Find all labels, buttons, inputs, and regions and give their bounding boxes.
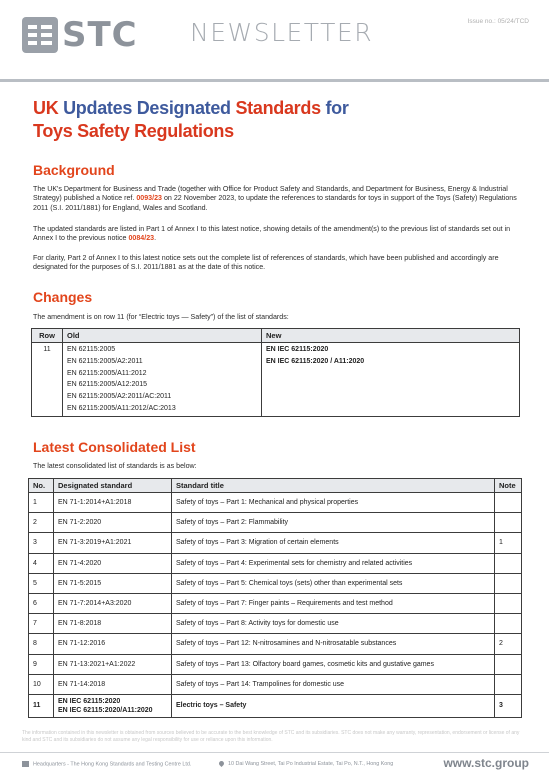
cell-no: 3 xyxy=(29,533,54,553)
header-divider xyxy=(0,79,549,82)
cell-no: 9 xyxy=(29,654,54,674)
p1-text-b: on 22 November 2023, to update the references to standards for toys in support of the Toys (Safety) Regulations 2011 (S.I. 2011/1881) for England, Wales and Scotland. xyxy=(33,194,517,212)
old-standards xyxy=(63,343,262,417)
table-row xyxy=(29,513,522,533)
footer-divider xyxy=(0,752,549,753)
cell-no: 6 xyxy=(29,593,54,613)
cell-no: 8 xyxy=(29,634,54,654)
cell-note xyxy=(495,614,522,634)
std-line: EN IEC 62115:2020 xyxy=(58,697,121,705)
title-line2: Toys Safety Regulations xyxy=(33,121,234,141)
cell-std: EN 71-12:2016 xyxy=(54,634,172,654)
cell-no: 11 xyxy=(29,694,54,717)
address-text: 10 Dai Wang Street, Tai Po Industrial Estate, Tai Po, N.T., Hong Kong xyxy=(228,761,394,767)
cell-note: 3 xyxy=(495,694,522,717)
cell-title: Safety of toys – Part 1: Mechanical and physical properties xyxy=(172,493,495,513)
cell-std: EN 71-4:2020 xyxy=(54,553,172,573)
cell-title: Safety of toys – Part 7: Finger paints – Requirements and test method xyxy=(172,593,495,613)
cell-note xyxy=(495,593,522,613)
col-note: Note xyxy=(495,479,522,493)
cell-title: Safety of toys – Part 14: Trampolines for domestic use xyxy=(172,674,495,694)
consolidated-header-row xyxy=(29,479,522,493)
stc-logo xyxy=(22,17,138,53)
consolidated-heading: Latest Consolidated List xyxy=(33,439,196,455)
new-standard: EN IEC 62115:2020 xyxy=(266,346,329,353)
changes-intro: The amendment is on row 11 (for “Electric toys — Safety”) of the list of standards: xyxy=(33,313,289,321)
col-standard-title: Standard title xyxy=(172,479,495,493)
cell-no: 5 xyxy=(29,573,54,593)
title-word-uk: UK xyxy=(33,98,59,118)
cell-no: 1 xyxy=(29,493,54,513)
p2-text-b: . xyxy=(154,234,157,243)
consolidated-intro: The latest consolidated list of standards is as below: xyxy=(33,462,197,470)
col-no: No. xyxy=(29,479,54,493)
p2-text-a: The updated standards are listed in Part 1 of Annex I to this latest notice, showing details of the amendment(s) to the previous list of standards set out in Annex I to the previous notice xyxy=(33,225,511,243)
table-row xyxy=(29,634,522,654)
std-line: EN IEC 62115:2020/A11:2020 xyxy=(58,706,153,714)
cell-title: Safety of toys – Part 13: Olfactory board games, cosmetic kits and gustative games xyxy=(172,654,495,674)
row-number: 11 xyxy=(32,343,63,417)
table-row xyxy=(29,694,522,717)
building-icon xyxy=(22,761,29,767)
cell-title: Safety of toys – Part 12: N-nitrosamines and N-nitrosatable substances xyxy=(172,634,495,654)
table-row xyxy=(29,614,522,634)
cell-title: Safety of toys – Part 4: Experimental sets for chemistry and related activities xyxy=(172,553,495,573)
cell-std: EN 71-1:2014+A1:2018 xyxy=(54,493,172,513)
col-new: New xyxy=(262,329,520,343)
cell-std: EN 71-14:2018 xyxy=(54,674,172,694)
col-designated-standard: Designated standard xyxy=(54,479,172,493)
title-word-standards: Standards xyxy=(235,98,321,118)
title-word-for: for xyxy=(325,98,349,118)
previous-notice-ref-link[interactable]: 0084/23 xyxy=(128,234,155,243)
cell-title: Safety of toys – Part 3: Migration of certain elements xyxy=(172,533,495,553)
notice-ref-link[interactable]: 0093/23 xyxy=(136,194,162,203)
old-standard: EN 62115:2005/A11:2012 xyxy=(67,369,147,377)
background-paragraph-1 xyxy=(33,185,523,213)
footer-address xyxy=(219,761,393,767)
table-row xyxy=(29,533,522,553)
old-standard: EN 62115:2005/A2:2011/AC:2011 xyxy=(67,393,172,401)
background-heading: Background xyxy=(33,162,115,178)
cell-note xyxy=(495,654,522,674)
col-old: Old xyxy=(63,329,262,343)
footer-headquarters xyxy=(22,761,191,767)
hq-text: Headquarters - The Hong Kong Standards and Testing Centre Ltd. xyxy=(33,761,192,768)
cell-note xyxy=(495,573,522,593)
cell-std: EN 71-8:2018 xyxy=(54,614,172,634)
cell-note xyxy=(495,493,522,513)
cell-note: 1 xyxy=(495,533,522,553)
cell-std xyxy=(54,694,172,717)
website-link[interactable]: www.stc.group xyxy=(443,756,529,770)
table-row xyxy=(29,593,522,613)
cell-note: 2 xyxy=(495,634,522,654)
cell-std: EN 71-2:2020 xyxy=(54,513,172,533)
table-row xyxy=(29,654,522,674)
page-title xyxy=(33,97,349,143)
table-row xyxy=(29,553,522,573)
cell-note xyxy=(495,513,522,533)
old-standard: EN 62115:2005/A11:2012/AC:2013 xyxy=(67,404,176,412)
new-standard: EN IEC 62115:2020 / A11:2020 xyxy=(266,357,365,365)
cell-title: Safety of toys – Part 8: Activity toys for domestic use xyxy=(172,614,495,634)
cell-std: EN 71-3:2019+A1:2021 xyxy=(54,533,172,553)
cell-no: 4 xyxy=(29,553,54,573)
background-paragraph-2 xyxy=(33,225,523,244)
cell-no: 10 xyxy=(29,674,54,694)
logo-text: STC xyxy=(62,15,138,55)
cell-title: Electric toys – Safety xyxy=(172,694,495,717)
cell-title: Safety of toys – Part 2: Flammability xyxy=(172,513,495,533)
table-row xyxy=(32,343,520,417)
p1-text-a: The UK's Department for Business and Trade (together with Office for Product Safety and Standards, and Department for Business, Energy & Industrial Strategy) published a Notice ref. xyxy=(33,185,508,203)
cell-title: Safety of toys – Part 5: Chemical toys (sets) other than experimental sets xyxy=(172,573,495,593)
cell-note xyxy=(495,674,522,694)
header xyxy=(0,0,549,82)
old-standard: EN 62115:2005 xyxy=(67,346,116,353)
changes-heading: Changes xyxy=(33,289,93,305)
newsletter-label: NEWSLETTER xyxy=(190,18,374,47)
new-standards xyxy=(262,343,520,417)
col-row: Row xyxy=(32,329,63,343)
consolidated-table xyxy=(28,478,522,718)
footer xyxy=(22,756,529,773)
title-word-updates: Updates Designated xyxy=(63,98,231,118)
cell-note xyxy=(495,553,522,573)
changes-header-row xyxy=(32,329,520,343)
cell-no: 2 xyxy=(29,513,54,533)
location-pin-icon xyxy=(218,760,225,767)
changes-table xyxy=(31,328,520,417)
table-row xyxy=(29,573,522,593)
stc-logo-icon xyxy=(22,17,58,53)
table-row xyxy=(29,674,522,694)
table-row xyxy=(29,493,522,513)
cell-std: EN 71-5:2015 xyxy=(54,573,172,593)
old-standard: EN 62115:2005/A12:2015 xyxy=(67,381,148,389)
cell-std: EN 71-13:2021+A1:2022 xyxy=(54,654,172,674)
issue-number: Issue no.: 05/24/TCD xyxy=(467,18,529,25)
cell-std: EN 71-7:2014+A3:2020 xyxy=(54,593,172,613)
disclaimer: The information contained in this newsletter is obtained from sources believed to be accurate to the best knowledge of STC and its subsidiaries. STC does not make any warranty, representation, endorsement or license of any kind and STC and its subsidiaries do not assume any legal responsibility for use or reliance upon this information. xyxy=(22,730,520,743)
cell-no: 7 xyxy=(29,614,54,634)
old-standard: EN 62115:2005/A2:2011 xyxy=(67,357,143,365)
background-paragraph-3: For clarity, Part 2 of Annex I to this latest notice sets out the complete list of references of standards, which have been published and accordingly are designated for the purposes of S.I. 2011/1881 as at the date of this notice. xyxy=(33,254,499,272)
